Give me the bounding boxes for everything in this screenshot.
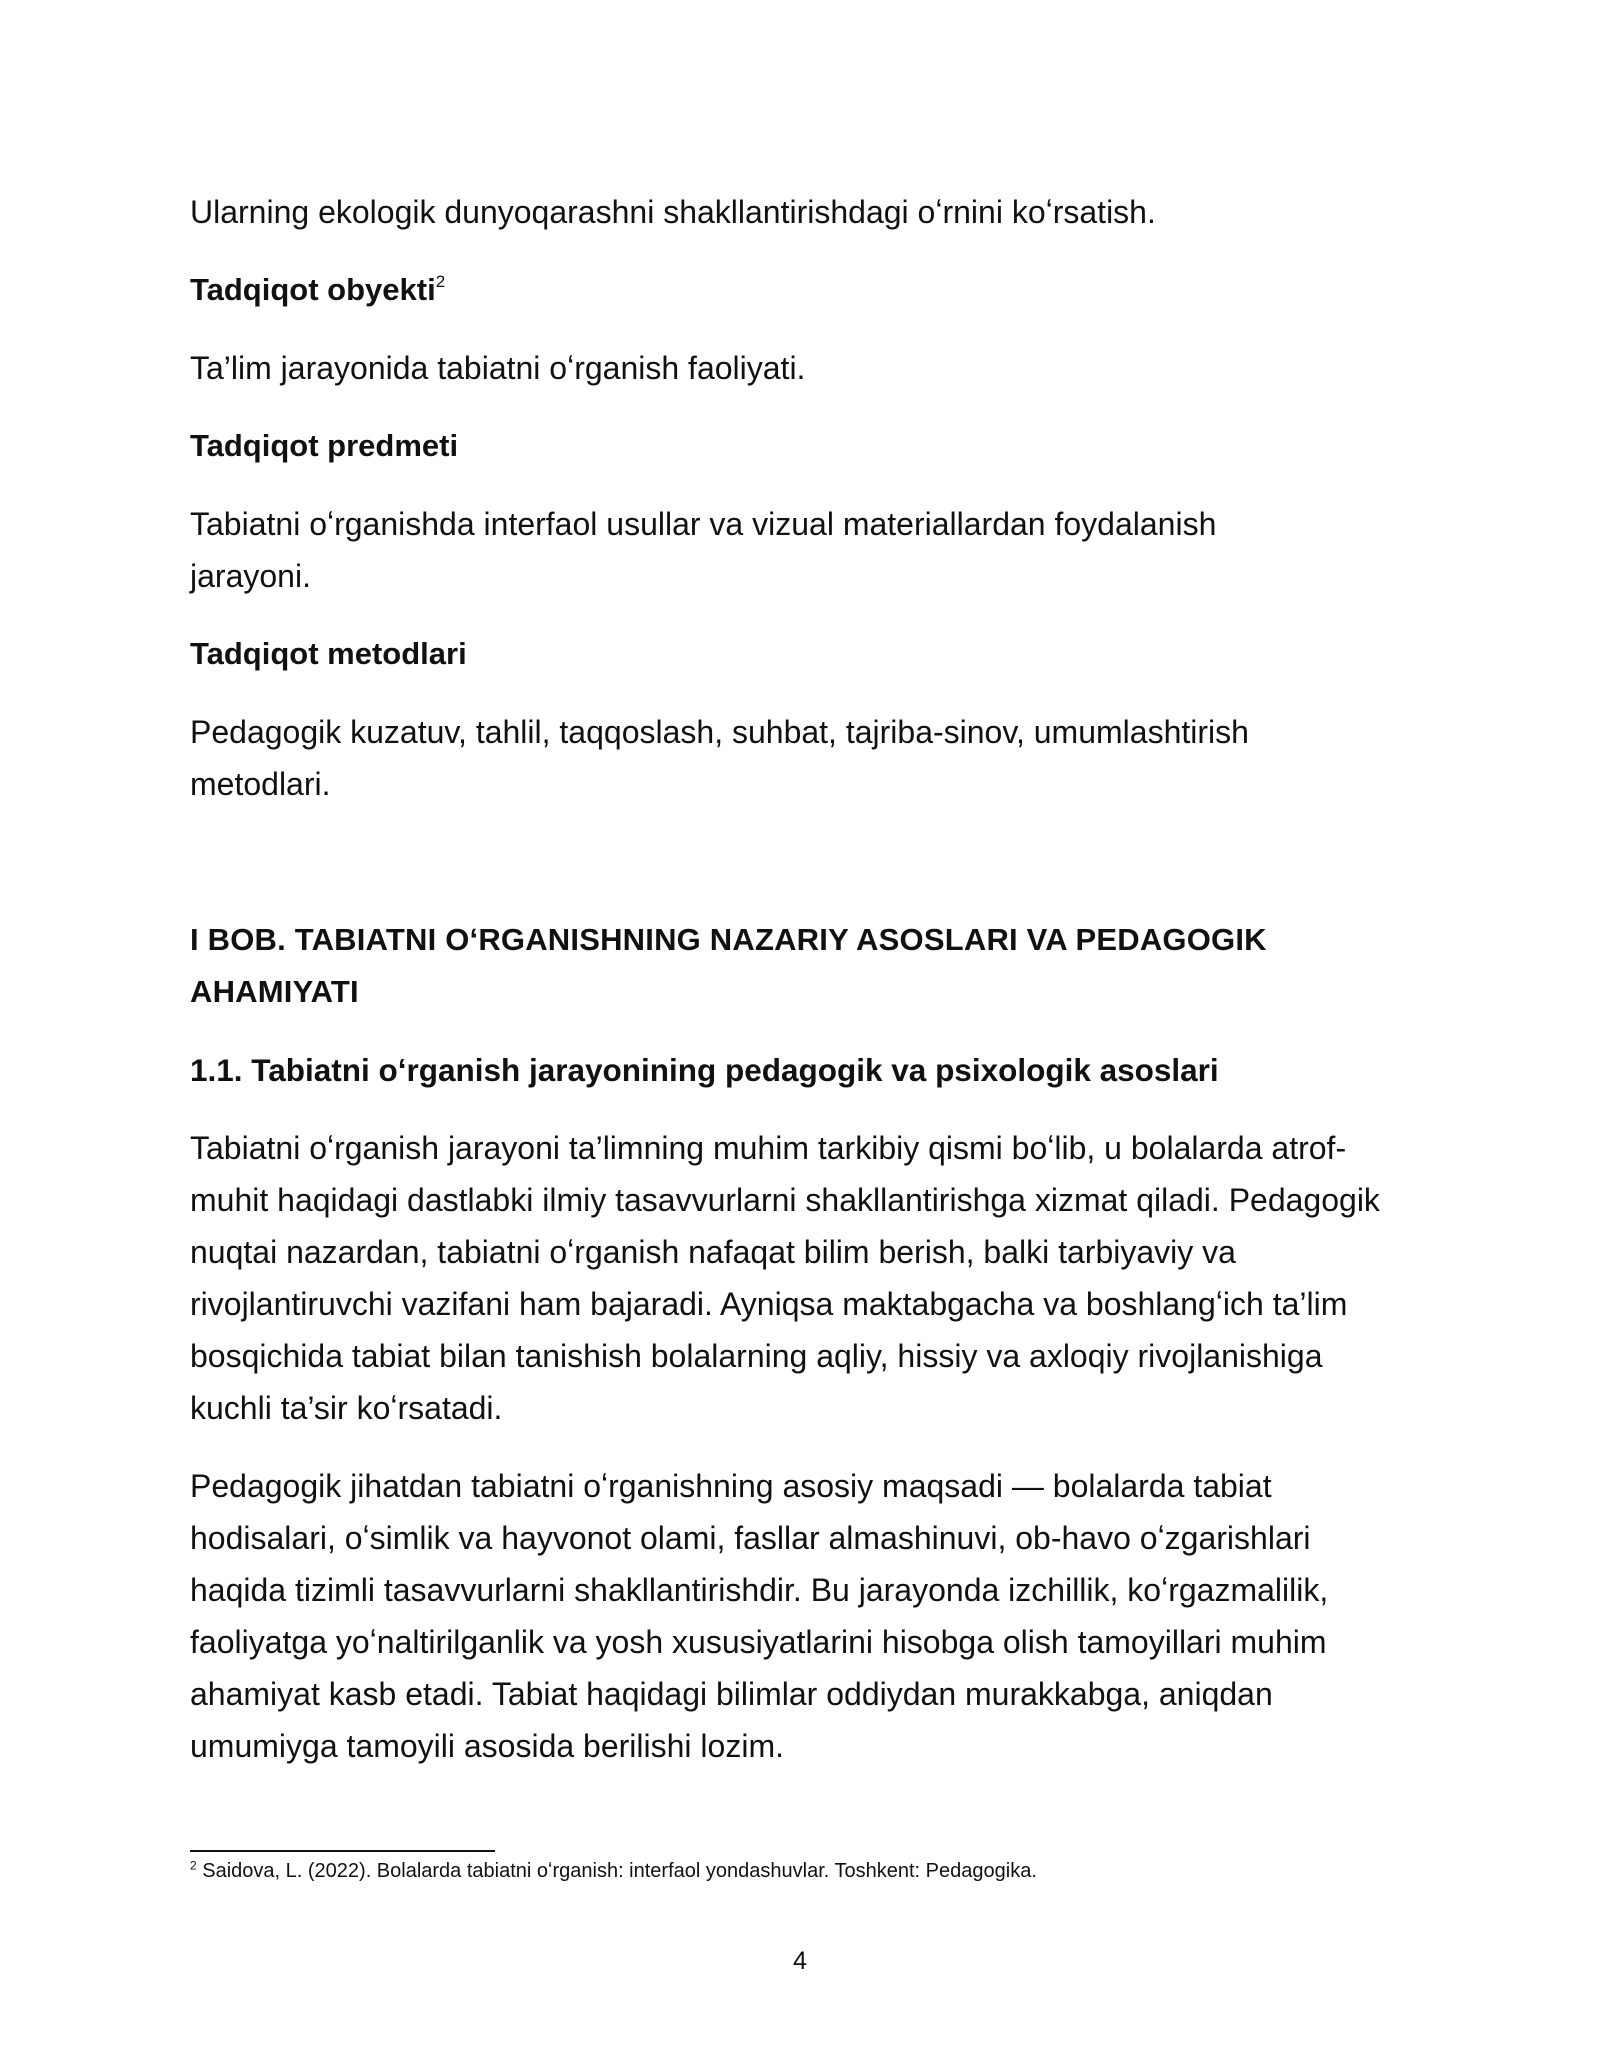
section-title: 1.1. Tabiatni oʻrganish jarayonining pedagogik va psixologik asoslari <box>190 1052 1219 1088</box>
footnote-mark: 2 <box>190 1858 197 1873</box>
footnote-separator <box>190 1850 495 1852</box>
object-heading-text: Tadqiqot obyekti <box>190 272 436 307</box>
footnote-text: Saidova, L. (2022). Bolalarda tabiatni oʻrganish: interfaol yondashuvlar. Toshkent: Pedagogika. <box>202 1860 1037 1882</box>
methods-text: Pedagogik kuzatuv, tahlil, taqqoslash, suhbat, tajriba-sinov, umumlashtirish metodlari. <box>190 714 1249 802</box>
page-number: 4 <box>793 1947 807 1975</box>
methods-heading: Tadqiqot metodlari <box>190 636 467 671</box>
object-text: Ta’lim jarayonida tabiatni oʻrganish faoliyati. <box>190 350 806 386</box>
object-heading <box>190 264 1420 316</box>
subject-heading: Tadqiqot predmeti <box>190 428 459 463</box>
section-paragraph-2: Pedagogik jihatdan tabiatni oʻrganishning asosiy maqsadi — bolalarda tabiat hodisalari, oʻsimlik va hayvonot olami, fasllar almashinuvi, ob-havo oʻzgarishlari haqida tizimli tasavvurlarni shakllantirishdir. Bu jarayonda izchillik, koʻrgazmalilik, faoliyatga yoʻnaltirilganlik va yosh xususiyatlarini hisobga olish tamoyillari muhim ahamiyat kasb etadi. Tabiat haqidagi bilimlar oddiydan murakkabga, aniqdan umumiyga tamoyili asosida berilishi lozim. <box>190 1468 1329 1764</box>
section-paragraph-1: Tabiatni oʻrganish jarayoni ta’limning muhim tarkibiy qismi boʻlib, u bolalarda atrof-muhit haqidagi dastlabki ilmiy tasavvurlarni shakllantirishga xizmat qiladi. Pedagogik nuqtai nazardan, tabiatni oʻrganish nafaqat bilim berish, balki tarbiyaviy va rivojlantiruvchi vazifani ham bajaradi. Ayniqsa maktabgacha va boshlangʻich ta’lim bosqichida tabiat bilan tanishish bolalarning aqliy, hissiy va axloqiy rivojlanishiga kuchli ta’sir koʻrsatadi. <box>190 1130 1380 1426</box>
footnote-reference[interactable]: 2 <box>435 271 446 291</box>
page-content <box>190 186 1420 1772</box>
intro-line: Ularning ekologik dunyoqarashni shakllantirishdagi oʻrnini koʻrsatish. <box>190 194 1156 230</box>
subject-text: Tabiatni oʻrganishda interfaol usullar va vizual materiallardan foydalanish jarayoni. <box>190 506 1217 594</box>
chapter-title: I BOB. TABIATNI OʻRGANISHNING NAZARIY ASOSLARI VA PEDAGOGIK AHAMIYATI <box>190 922 1267 1009</box>
footnote <box>190 1856 1420 1886</box>
